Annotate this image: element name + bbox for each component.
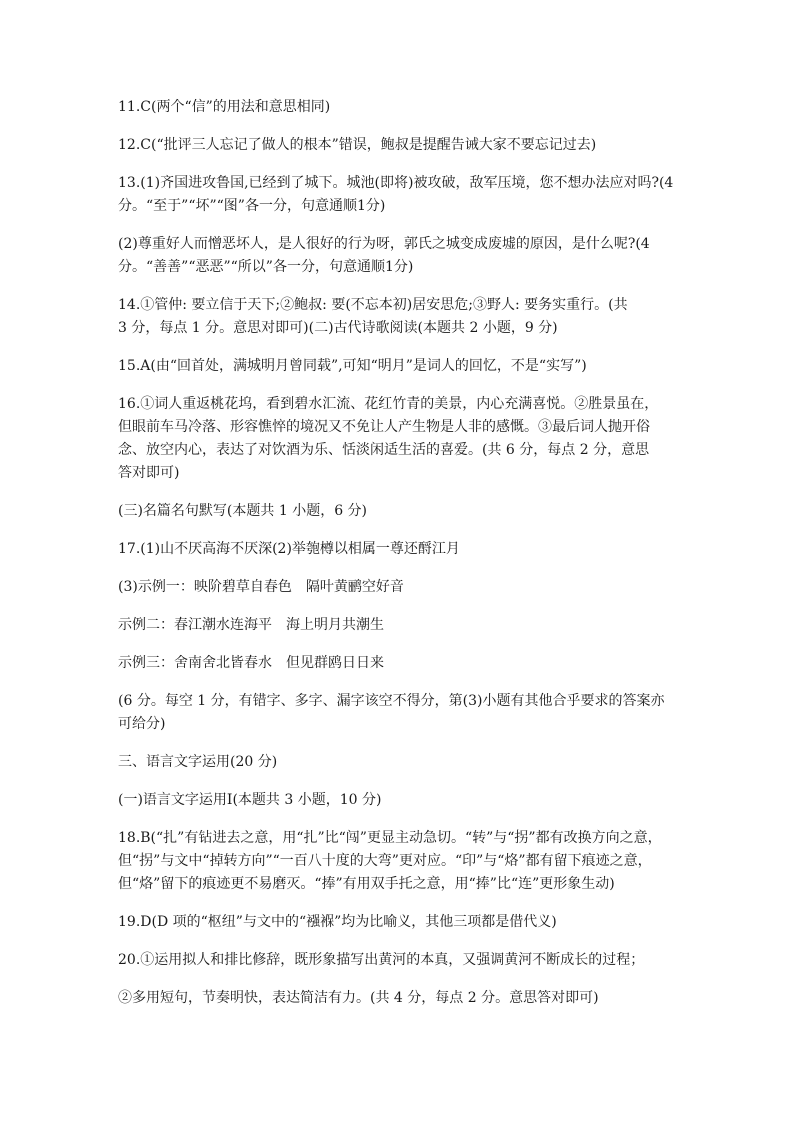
- text-line: 12.C(“批评三人忘记了做人的根本”错误，鲍叔是提醒告诫大家不要忘记过去): [118, 137, 597, 153]
- text-line: 答对即可): [118, 465, 180, 481]
- section-heading-3: [118, 500, 718, 523]
- answer-17-example-3: [118, 652, 718, 675]
- text-line: (一)语言文字运用Ⅰ(本题共 3 小题，10 分): [118, 792, 382, 808]
- text-line: 可给分): [118, 716, 166, 732]
- answer-key-content: [118, 96, 718, 1025]
- text-line: 但眼前车马冷落、形容憔悴的境况又不免让人产生物是人非的感慨。③最后词人抛开俗: [118, 419, 650, 435]
- text-line: 念、放空内心，表达了对饮酒为乐、恬淡闲适生活的喜爱。(共 6 分，每点 2 分，意思: [118, 442, 650, 458]
- text-line: 分。“至于”“坏”“图”各一分，句意通顺1分): [118, 198, 386, 214]
- text-line: (三)名篇名句默写(本题共 1 小题，6 分): [118, 503, 368, 519]
- text-line: (3)示例一：映阶碧草自春色 隔叶黄鹂空好音: [118, 579, 404, 595]
- answer-18: [118, 827, 718, 896]
- answer-14: [118, 294, 718, 340]
- text-line: 三、语言文字运用(20 分): [118, 754, 278, 770]
- answer-12: [118, 134, 718, 157]
- answer-17-example-2: [118, 614, 718, 637]
- text-line: 14.①管仲: 要立信于天下;②鲍叔: 要(不忘本初)居安思危;③野人: 要务实重行。(共: [118, 297, 628, 313]
- text-line: 3 分，每点 1 分。意思对即可)(二)古代诗歌阅读(本题共 2 小题，9 分): [118, 320, 558, 336]
- text-line: ②多用短句，节奏明快，表达简洁有力。(共 4 分，每点 2 分。意思答对即可): [118, 990, 599, 1006]
- text-line: 20.①运用拟人和排比修辞，既形象描写出黄河的本真，又强调黄河不断成长的过程；: [118, 952, 645, 968]
- text-line: 13.(1)齐国进攻鲁国,已经到了城下。城池(即将)被攻破，敌军压境，您不想办法应对吗?(4: [118, 175, 674, 191]
- text-line: 示例二：春江潮水连海平 海上明月共潮生: [118, 617, 384, 633]
- text-line: 15.A(由“回首处，满城明月曾同载”,可知“明月”是词人的回忆，不是“实写”): [118, 358, 587, 374]
- answer-19: [118, 911, 718, 934]
- text-line: 但“拐”与文中“掉转方向”“一百八十度的大弯”更对应。“印”与“烙”都有留下痕迹之意，: [118, 853, 652, 869]
- section-heading-1: [118, 789, 718, 812]
- text-line: 19.D(D 项的“枢纽”与文中的“襁褓”均为比喻义，其他三项都是借代义): [118, 914, 557, 930]
- text-line: 16.①词人重返桃花坞，看到碧水汇流、花红竹青的美景，内心充满喜悦。②胜景虽在，: [118, 396, 659, 412]
- answer-16: [118, 393, 718, 485]
- text-line: 但“烙”留下的痕迹更不易磨灭。“捧”有用双手托之意，用“捧”比“连”更形象生动): [118, 876, 615, 892]
- part-heading-3: [118, 751, 718, 774]
- text-line: (2)尊重好人而憎恶坏人，是人很好的行为呀，郭氏之城变成废墟的原因，是什么呢?(4: [118, 236, 650, 252]
- answer-13-2: [118, 233, 718, 279]
- text-line: 17.(1)山不厌高海不厌深(2)举匏樽以相属一尊还酹江月: [118, 541, 460, 557]
- answer-20-point-2: [118, 987, 718, 1010]
- answer-17: [118, 538, 718, 561]
- answer-20-point-1: [118, 949, 718, 972]
- text-line: 分。“善善”“恶恶”“所以”各一分，句意通顺1分): [118, 259, 414, 275]
- text-line: (6 分。每空 1 分，有错字、多字、漏字该空不得分，第(3)小题有其他合乎要求的答案亦: [118, 693, 665, 709]
- text-line: 18.B(“扎”有钻进去之意，用“扎”比“闯”更显主动急切。“转”与“拐”都有改换方向之意，: [118, 830, 662, 846]
- text-line: 示例三：舍南舍北皆春水 但见群鸥日日来: [118, 655, 384, 671]
- text-line: 11.C(两个“信”的用法和意思相同): [118, 99, 331, 115]
- answer-17-example-1: [118, 576, 718, 599]
- answer-15: [118, 355, 718, 378]
- answer-11: [118, 96, 718, 119]
- answer-17-scoring: [118, 690, 718, 736]
- answer-13-1: [118, 172, 718, 218]
